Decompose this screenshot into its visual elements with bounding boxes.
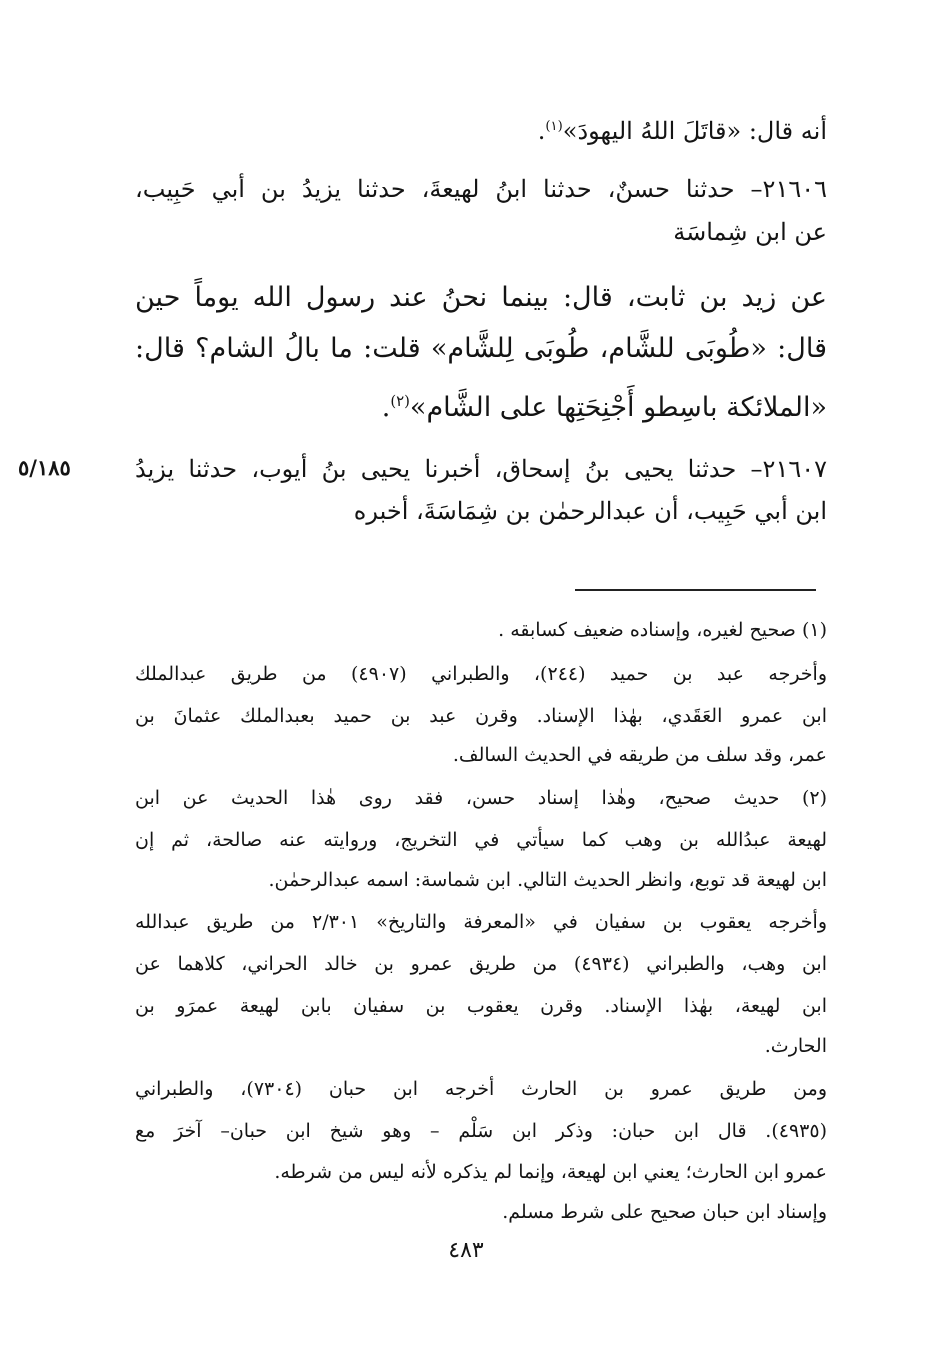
footnote-1-line-1: (١) صحيح لغيره، وإسناده ضعيف كسابقه . bbox=[498, 619, 827, 641]
matn-line-3 bbox=[135, 381, 827, 428]
footnote-2-line-6: ابن لهيعة، بهٰذا الإسناد. وقرن يعقوب بن سفيان بابن لهيعة عمرَو بن bbox=[135, 995, 827, 1017]
footnote-2-line-2: لهيعة عبدُالله بن وهب كما سيأتي في التخريج، وروايته عنه صالحة، ثم إن bbox=[135, 829, 827, 851]
footnote-2-line-9: (٤٩٣٥). قال ابن حبان: وذكر ابن سَلْم – وهو شيخ ابن حبان– آخرَ مع bbox=[135, 1120, 827, 1142]
hadith-21606-line-1: ٢١٦٠٦– حدثنا حسنٌ، حدثنا ابنُ لهيعةَ، حدثنا يزيدُ بن أبي حَبِيب، bbox=[135, 175, 827, 203]
footnote-2-line-4: وأخرجه يعقوب بن سفيان في «المعرفة والتاريخ» ٢/٣٠١ من طريق عبدالله bbox=[135, 911, 827, 933]
opening-line bbox=[135, 110, 827, 148]
matn-line-3-text: «الملائكة باسِطو أَجْنِحَتِها على الشَّام» bbox=[409, 392, 827, 423]
opening-end: . bbox=[537, 117, 546, 145]
footnote-separator bbox=[575, 589, 816, 591]
footnote-2-line-5: ابن وهب، والطبراني (٤٩٣٤) من طريق عمرو بن خالد الحراني، كلاهما عن bbox=[135, 953, 827, 975]
hadith-21606-line-2: عن ابن شِماسَة bbox=[673, 218, 827, 246]
footnote-2-line-3: ابن لهيعة قد توبع، وانظر الحديث التالي. ابن شماسة: اسمه عبدالرحمٰن. bbox=[268, 869, 827, 891]
hadith-21607-line-1: ٢١٦٠٧– حدثنا يحيى بنُ إسحاق، أخبرنا يحيى بنُ أيوب، حدثنا يزيدُ bbox=[135, 455, 827, 483]
footnote-2-line-7: الحارث. bbox=[764, 1035, 827, 1057]
footnote-2-line-10: عمرو ابن الحارث؛ يعني ابن لهيعة، وإنما لم يذكره لأنه ليس من شرطه. bbox=[274, 1161, 827, 1183]
footnote-ref-1: (١) bbox=[545, 119, 563, 134]
matn-line-1: عن زيد بن ثابت، قال: بينما نحنُ عند رسول الله يوماً حين bbox=[135, 282, 827, 313]
footnote-1-line-4: عمر، وقد سلف من طريقه في الحديث السالف. bbox=[452, 744, 827, 766]
hadith-21607-line-2: ابن أبي حَبِيب، أن عبدالرحمٰن بن شِمَاسَةَ، أخبره bbox=[353, 497, 827, 525]
footnote-2-line-1: (٢) حديث صحيح، وهٰذا إسناد حسن، فقد روى هٰذا الحديث عن ابن bbox=[135, 787, 827, 809]
footnote-2-line-11: وإسناد ابن حبان صحيح على شرط مسلم. bbox=[502, 1201, 827, 1223]
marginal-volume-page: ٥/١٨٥ bbox=[18, 455, 71, 480]
footnote-2-line-8: ومن طريق عمرو بن الحارث أخرجه ابن حبان (٧٣٠٤)، والطبراني bbox=[135, 1078, 827, 1100]
footnote-1-line-3: ابن عمرو العَقَدي، بهٰذا الإسناد. وقرن عبد بن حميد بعبدالملك عثمانَ بن bbox=[135, 705, 827, 727]
footnote-1-line-2: وأخرجه عبد بن حميد (٢٤٤)، والطبراني (٤٩٠٧) من طريق عبدالملك bbox=[135, 663, 827, 685]
footnote-ref-2: (٢) bbox=[390, 392, 410, 410]
matn-line-2: قال: «طُوبَى للشَّام، طُوبَى لِلشَّام» قلت: ما بالُ الشام؟ قال: bbox=[135, 333, 827, 364]
matn-end: . bbox=[381, 392, 391, 423]
opening-text: أنه قال: «قاتَلَ اللهُ اليهودَ» bbox=[562, 117, 827, 145]
page-number: ٤٨٣ bbox=[448, 1238, 484, 1263]
